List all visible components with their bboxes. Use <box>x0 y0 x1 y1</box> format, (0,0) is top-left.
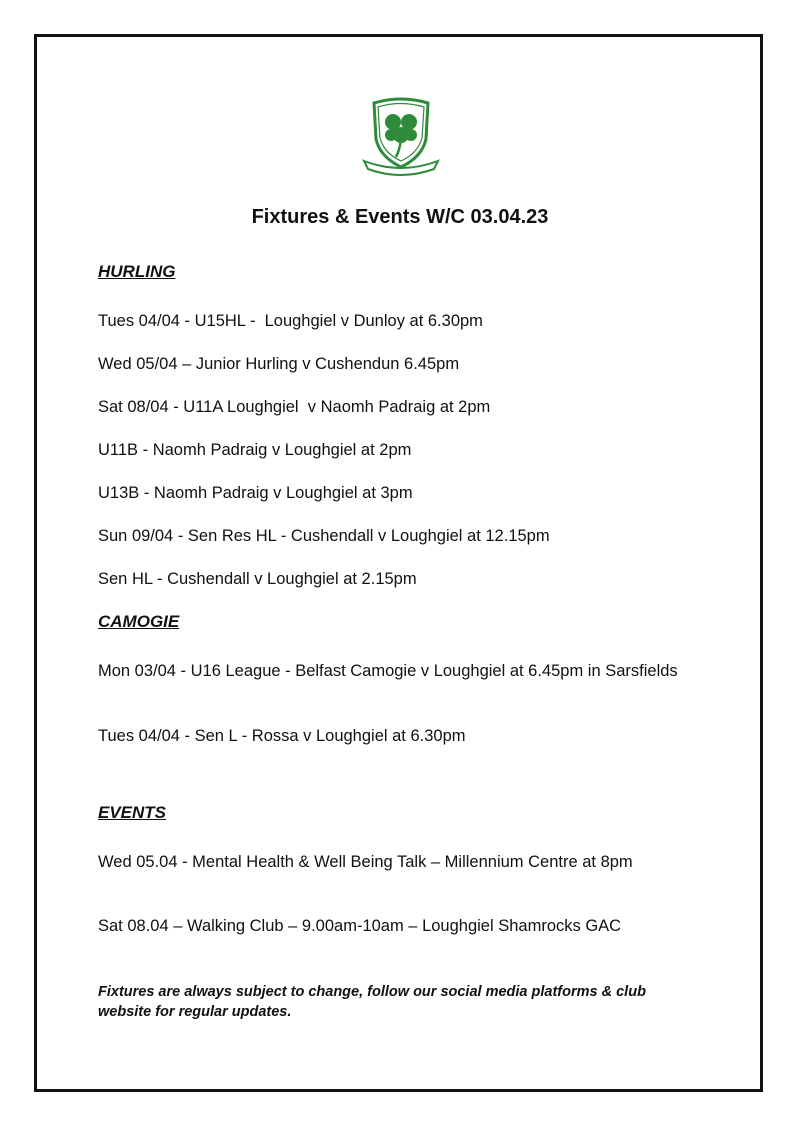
page-title: Fixtures & Events W/C 03.04.23 <box>251 206 549 228</box>
list-item: Sun 09/04 - Sen Res HL - Cushendall v Loughgiel at 12.15pm <box>98 527 550 545</box>
section-heading-events: EVENTS <box>98 803 167 822</box>
list-item: Tues 04/04 - U15HL - Loughgiel v Dunloy at 6.30pm <box>98 312 483 330</box>
section-heading-camogie: CAMOGIE <box>98 612 180 631</box>
section-heading-hurling: HURLING <box>98 262 176 281</box>
list-item: Tues 04/04 - Sen L - Rossa v Loughgiel at 6.30pm <box>98 727 466 745</box>
list-item: Wed 05/04 – Junior Hurling v Cushendun 6.45pm <box>98 355 460 373</box>
list-item: Wed 05.04 - Mental Health & Well Being Talk – Millennium Centre at 8pm <box>98 853 633 871</box>
list-item: U13B - Naomh Padraig v Loughgiel at 3pm <box>98 484 413 502</box>
list-item: Sat 08.04 – Walking Club – 9.00am-10am – Loughgiel Shamrocks GAC <box>98 917 622 935</box>
disclaimer-note: Fixtures are always subject to change, follow our social media platforms & club website for regular updates. <box>98 984 646 1020</box>
list-item: Sat 08/04 - U11A Loughgiel v Naomh Padraig at 2pm <box>98 398 491 416</box>
list-item: U11B - Naomh Padraig v Loughgiel at 2pm <box>98 441 412 459</box>
list-item: Sen HL - Cushendall v Loughgiel at 2.15pm <box>98 570 417 588</box>
list-item: Mon 03/04 - U16 League - Belfast Camogie v Loughgiel at 6.45pm in Sarsfields <box>98 662 678 680</box>
shamrock-crest-icon <box>360 95 442 177</box>
